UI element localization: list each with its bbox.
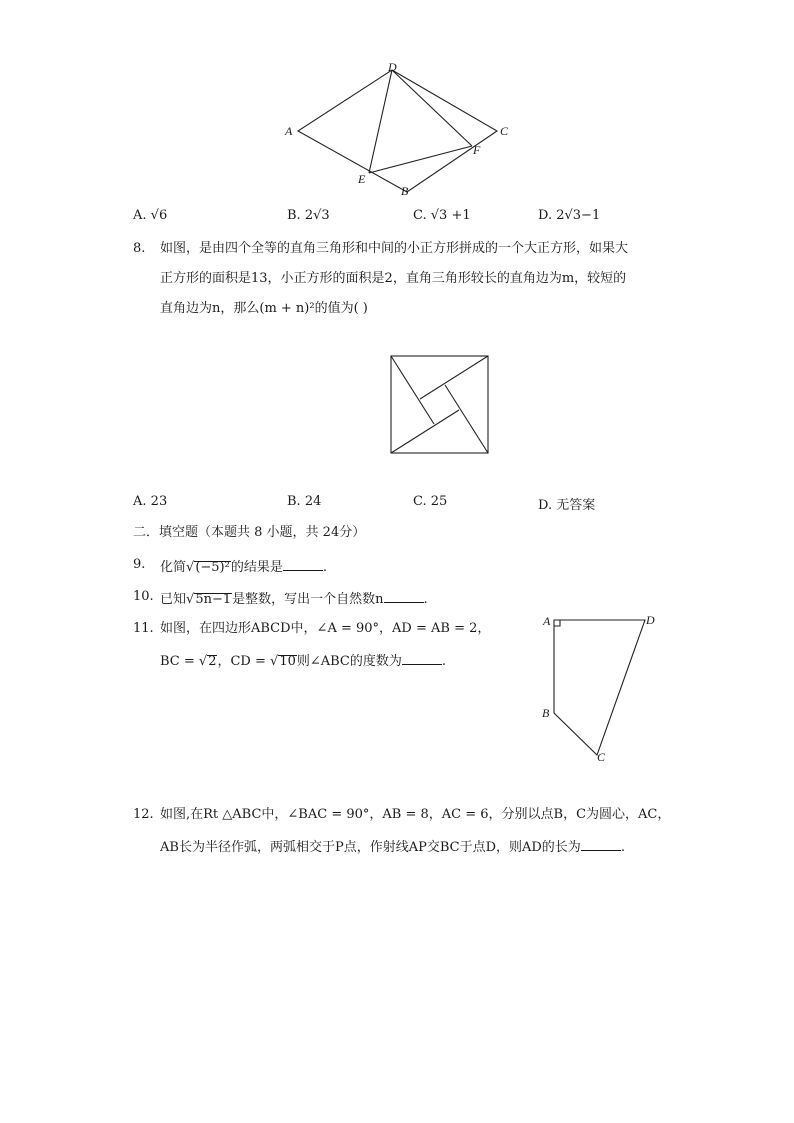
- q11-radicand-1: 2: [208, 654, 217, 669]
- figure-q8: [390, 355, 490, 455]
- q10-post: 是整数，写出一个自然数n: [232, 592, 384, 607]
- q9-number: 9.: [133, 557, 146, 572]
- sqrt-sign: √: [198, 654, 208, 669]
- pinwheel-line-2: [420, 356, 488, 399]
- q11-line-2: [160, 652, 446, 669]
- option-letter: D.: [538, 498, 553, 513]
- label-A: A: [285, 124, 293, 138]
- q8-line-1: 如图，是由四个全等的直角三角形和中间的小正方形拼成的一个大正方形，如果大: [160, 241, 629, 256]
- q10-pre: 已知: [160, 592, 187, 607]
- pinwheel-line-1: [391, 356, 434, 424]
- segment-EF: [369, 146, 472, 173]
- right-angle-mark: [554, 620, 560, 626]
- label-C: C: [597, 750, 606, 764]
- q8-option-a[interactable]: [133, 494, 167, 509]
- q9-radicand: (−5)²: [195, 560, 230, 575]
- q7-option-b[interactable]: [287, 208, 330, 223]
- rhombus-outline: [298, 70, 497, 192]
- label-D: D: [646, 613, 655, 627]
- q7-option-c[interactable]: [413, 208, 471, 223]
- outer-square: [391, 356, 488, 453]
- q7-option-a[interactable]: [133, 208, 167, 223]
- answer-blank[interactable]: [581, 838, 621, 851]
- quadrilateral-ABCD: [554, 620, 645, 755]
- q11-ask: 则∠ABC的度数为: [296, 654, 402, 669]
- option-text: 24: [304, 494, 322, 509]
- figure-q11: [538, 610, 668, 770]
- option-text: 2√3: [304, 208, 330, 223]
- option-text: 23: [150, 494, 168, 509]
- q9-pre: 化简: [160, 560, 187, 575]
- pinwheel-line-4: [391, 410, 459, 453]
- label-A: A: [543, 614, 551, 628]
- q11-bc: BC =: [160, 654, 199, 669]
- option-text: 25: [430, 494, 448, 509]
- figure-q7: [280, 60, 520, 200]
- q8-option-c[interactable]: [413, 494, 447, 509]
- sqrt-sign: √: [270, 654, 279, 669]
- q10-number: 10.: [133, 589, 154, 604]
- q11-number: 11.: [133, 621, 154, 636]
- q12-text: AB长为半径作弧，两弧相交于P点，作射线AP交BC于点D，则AD的长为: [160, 840, 581, 855]
- figure-q7-svg: [280, 60, 520, 200]
- sqrt-sign: √: [186, 560, 195, 575]
- q11-radicand-2: 10: [279, 654, 296, 669]
- q8-number: 8.: [133, 241, 146, 256]
- figure-q8-svg: [390, 355, 490, 455]
- label-F: F: [473, 143, 481, 157]
- q8-option-d[interactable]: [538, 494, 595, 513]
- q12-number: 12.: [133, 807, 154, 822]
- option-letter: A.: [133, 208, 147, 223]
- label-B: B: [401, 184, 409, 198]
- q9-text: [160, 558, 327, 575]
- answer-blank[interactable]: [384, 590, 424, 603]
- section-title: 二．填空题（本题共 8 小题，共 24分）: [133, 525, 366, 540]
- q8-option-b[interactable]: [287, 494, 321, 509]
- option-letter: D.: [538, 208, 553, 223]
- q7-option-d[interactable]: [538, 208, 600, 223]
- period: .: [441, 654, 447, 669]
- option-letter: A.: [133, 494, 147, 509]
- option-text: √3 +1: [430, 208, 471, 223]
- q8-line-2: 正方形的面积是13，小正方形的面积是2，直角三角形较长的直角边为m，较短的: [160, 271, 627, 286]
- q12-line-1: 如图,在Rt △ABC中，∠BAC = 90°，AB = 8，AC = 6，分别以点B，C为圆心，AC，: [160, 807, 671, 822]
- label-D: D: [388, 60, 397, 74]
- option-text: √6: [150, 208, 168, 223]
- pinwheel-line-3: [445, 385, 488, 453]
- q11-cd: ，CD =: [217, 654, 271, 669]
- period: .: [423, 592, 428, 607]
- option-text: 2√3−1: [556, 208, 601, 223]
- segment-DE: [369, 70, 392, 173]
- option-letter: C.: [413, 208, 427, 223]
- q11-line-1: 如图，在四边形ABCD中，∠A = 90°，AD = AB = 2，: [160, 621, 491, 636]
- period: .: [322, 560, 327, 575]
- sqrt-sign: √: [186, 592, 195, 607]
- q10-radicand: 5n−1: [195, 592, 232, 607]
- option-text: 无答案: [556, 498, 596, 513]
- figure-q11-svg: [538, 610, 668, 770]
- period: .: [620, 840, 625, 855]
- answer-blank[interactable]: [283, 558, 323, 571]
- q9-post: 的结果是: [230, 560, 283, 575]
- option-letter: C.: [413, 494, 427, 509]
- answer-blank[interactable]: [402, 652, 442, 665]
- label-B: B: [542, 706, 550, 720]
- label-C: C: [500, 124, 509, 138]
- option-letter: B.: [287, 208, 301, 223]
- segment-DF: [392, 70, 472, 146]
- q10-text: [160, 590, 428, 607]
- label-E: E: [358, 172, 366, 186]
- option-letter: B.: [287, 494, 301, 509]
- q12-line-2: [160, 838, 625, 855]
- q8-line-3: 直角边为n，那么(m + n)²的值为( ): [160, 301, 368, 316]
